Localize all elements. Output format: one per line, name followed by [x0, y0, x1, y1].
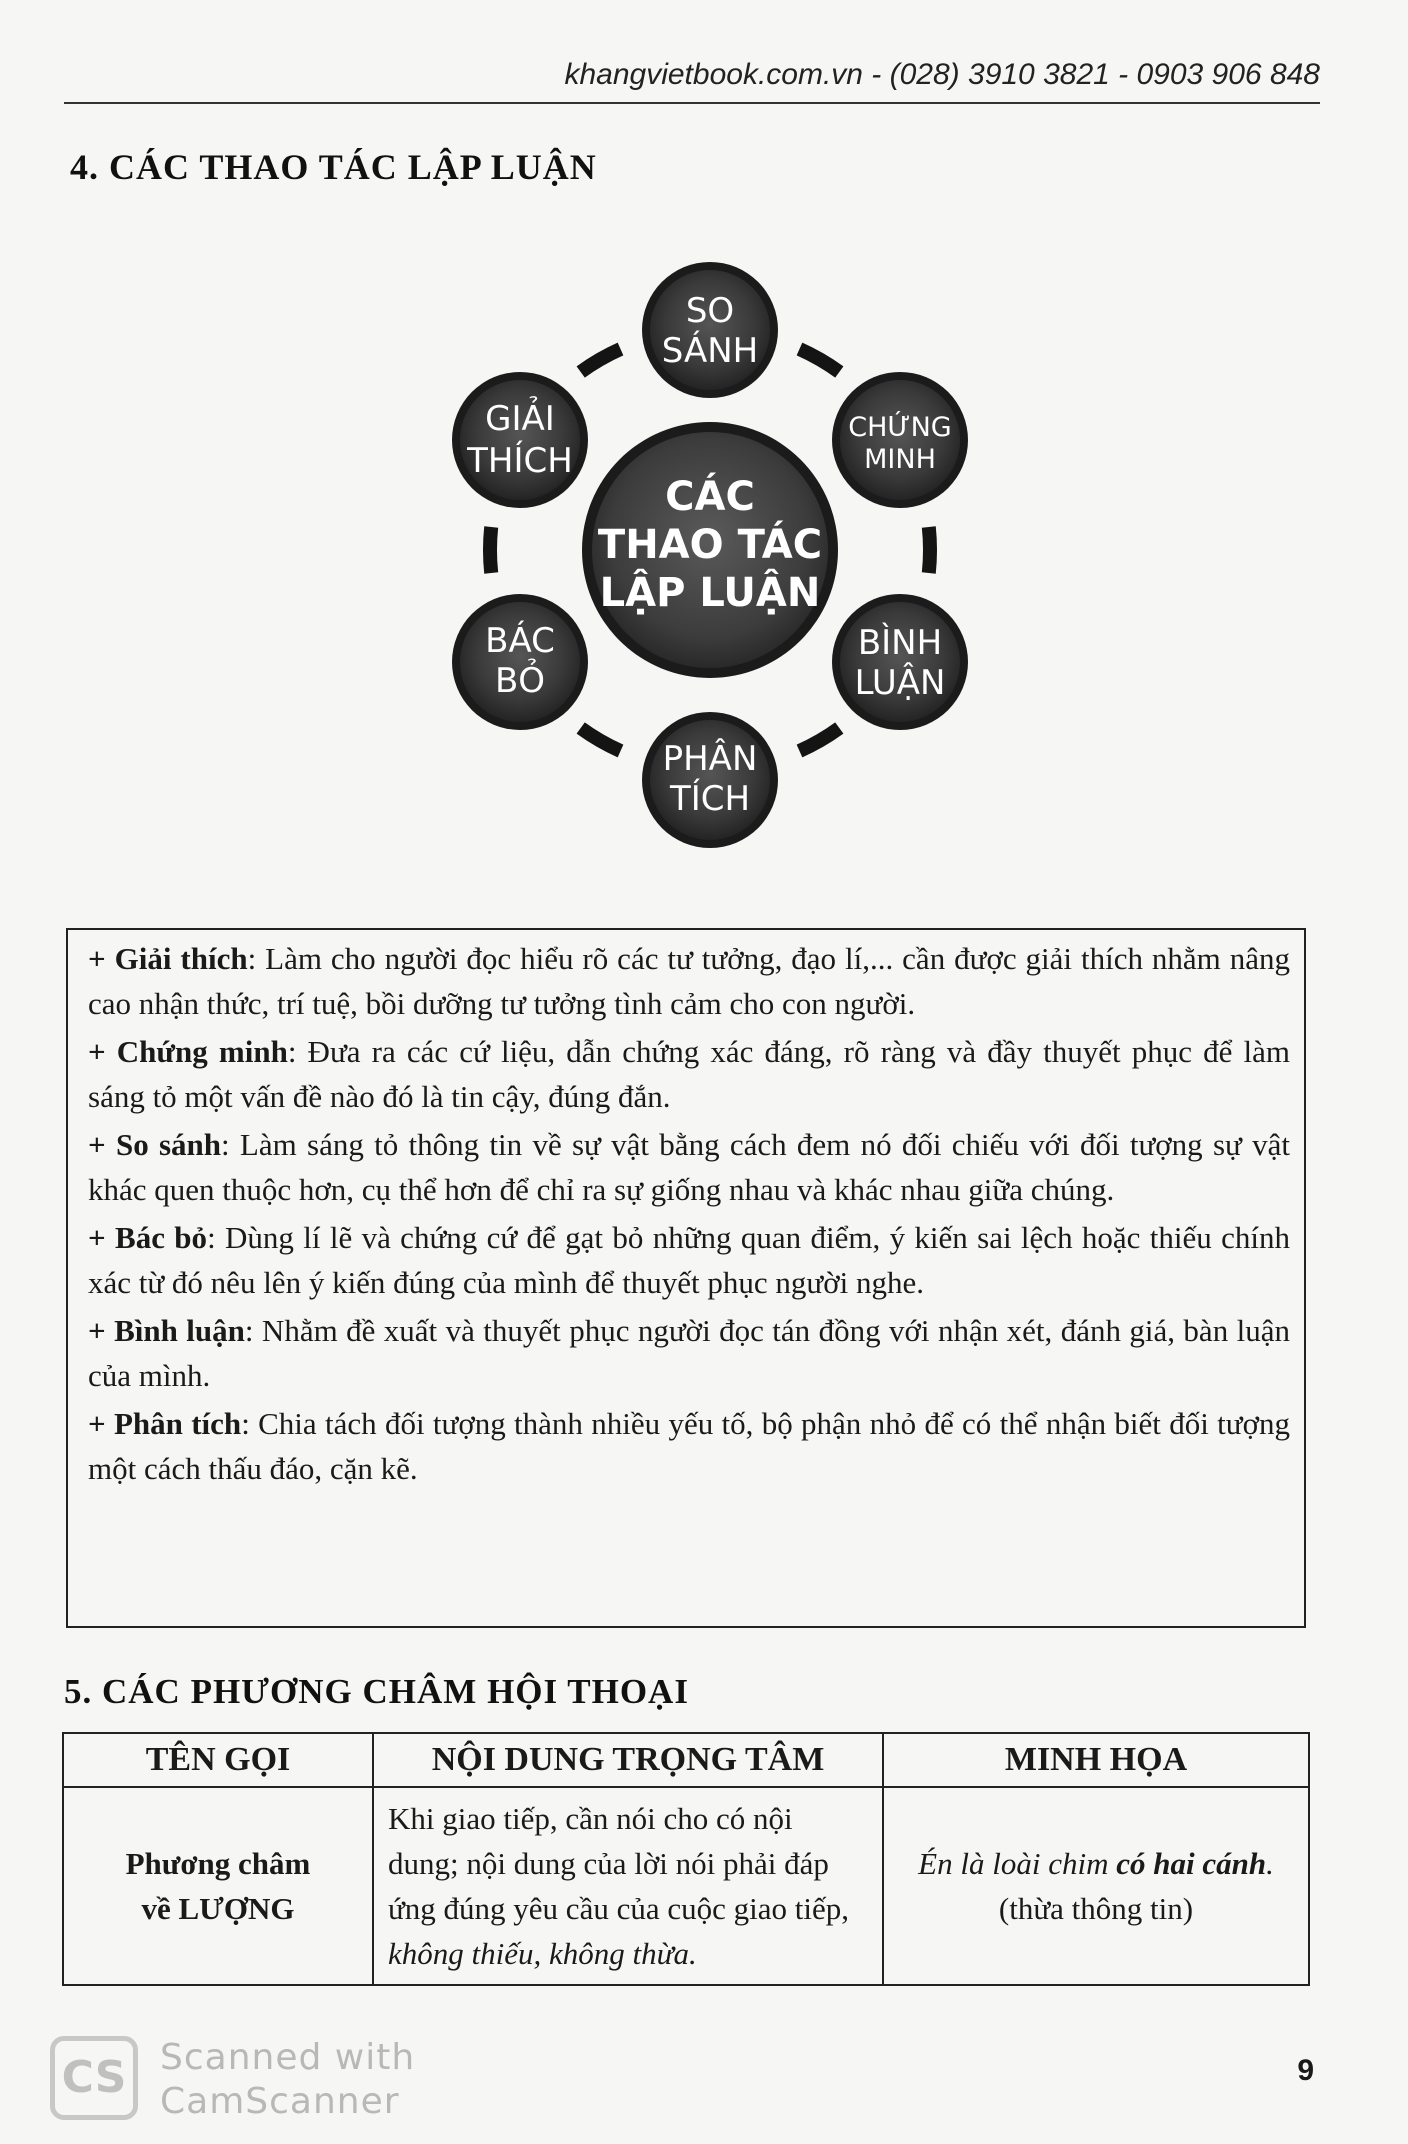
node-giai-thich — [452, 372, 588, 508]
maxim-name-line1: Phương châm — [125, 1846, 311, 1881]
header-name: TÊN GỌI — [63, 1733, 373, 1787]
section-4-title: 4. CÁC THAO TÁC LẬP LUẬN — [70, 147, 597, 187]
node-giai-thich-line1: GIẢI — [485, 399, 555, 439]
table-header-row — [63, 1733, 1309, 1787]
node-bac-bo-line2: BỎ — [494, 661, 546, 701]
camscanner-line2: CamScanner — [160, 2081, 400, 2122]
table-row — [63, 1787, 1309, 1985]
definition-term: + So sánh — [88, 1127, 222, 1162]
definition-text: : Làm sáng tỏ thông tin về sự vật bằng cách đem nó đối chiếu với đối tượng sự vật khác quen thuộc hơn, cụ thể hơn để chỉ ra sự giống nhau và khác nhau giữa chúng. — [88, 1127, 1290, 1207]
connector-arc — [581, 728, 621, 751]
definition-text: : Nhằm đề xuất và thuyết phục người đọc tán đồng với nhận xét, đánh giá, bàn luận của mình. — [88, 1313, 1290, 1393]
definition-term: + Bác bỏ — [88, 1220, 208, 1255]
node-binh-luan-line2: LUẬN — [854, 663, 946, 703]
node-chung-minh-line1: CHỨNG — [848, 412, 952, 443]
node-chung-minh — [832, 372, 968, 508]
definition-text: : Đưa ra các cứ liệu, dẫn chứng xác đáng, rõ ràng và đầy thuyết phục để làm sáng tỏ một vấn đề nào đó là tin cậy, đúng đắn. — [88, 1034, 1290, 1114]
connector-arc — [799, 728, 839, 751]
node-phan-tich — [642, 712, 778, 848]
node-chung-minh-line2: MINH — [864, 444, 936, 475]
section-5-title: 5. CÁC PHƯƠNG CHÂM HỘI THOẠI — [64, 1672, 689, 1711]
maxim-example-cell — [883, 1787, 1309, 1985]
definition-item — [88, 1215, 1290, 1305]
definition-term: + Bình luận — [88, 1313, 245, 1348]
maxim-name-line2: về LƯỢNG — [141, 1891, 295, 1926]
definition-term: + Giải thích — [88, 941, 248, 976]
node-phan-tich-line1: PHÂN — [662, 739, 758, 779]
center-node — [582, 422, 838, 678]
header-divider — [64, 102, 1320, 104]
node-binh-luan-line1: BÌNH — [857, 623, 943, 663]
node-so-sanh — [642, 262, 778, 398]
maxim-content-text: Khi giao tiếp, cần nói cho có nội dung; nội dung của lời nói phải đáp ứng đúng yêu cầu của cuộc giao tiếp, — [388, 1801, 849, 1926]
header-content: NỘI DUNG TRỌNG TÂM — [373, 1733, 883, 1787]
argumentation-diagram — [380, 230, 1040, 870]
maxim-example-text: Én là loài chim — [918, 1846, 1117, 1881]
camscanner-watermark — [160, 2036, 415, 2124]
node-phan-tich-line2: TÍCH — [669, 779, 751, 819]
definition-item — [88, 1308, 1290, 1398]
definition-item — [88, 1122, 1290, 1212]
maxim-example-end: . — [1266, 1846, 1274, 1881]
camscanner-logo: CS — [50, 2036, 138, 2120]
node-bac-bo — [452, 594, 588, 730]
connector-arc — [929, 527, 930, 573]
connector-arc — [799, 349, 839, 372]
center-label-line2: THAO TÁC — [597, 522, 823, 568]
camscanner-line1: Scanned with — [160, 2037, 416, 2078]
header-example: MINH HỌA — [883, 1733, 1309, 1787]
node-binh-luan — [832, 594, 968, 730]
node-bac-bo-line1: BÁC — [485, 621, 555, 661]
center-label-line3: LẬP LUẬN — [599, 570, 821, 616]
definition-term: + Phân tích — [88, 1406, 242, 1441]
maxim-content-end: . — [689, 1936, 697, 1971]
definition-text: : Dùng lí lẽ và chứng cứ để gạt bỏ những quan điểm, ý kiến sai lệch hoặc thiếu chính xác từ đó nêu lên ý kiến đúng của mình để thuyết phục người nghe. — [88, 1220, 1290, 1300]
maxims-table — [62, 1732, 1310, 1986]
page-number: 9 — [1297, 2054, 1314, 2087]
definition-item — [88, 936, 1290, 1026]
definition-item — [88, 1029, 1290, 1119]
maxim-example-note: (thừa thông tin) — [998, 1891, 1194, 1926]
maxim-content-emphasis: không thiếu, không thừa — [388, 1936, 690, 1971]
definition-item — [88, 1401, 1290, 1491]
maxim-example-emphasis: có hai cánh — [1116, 1846, 1267, 1881]
node-so-sanh-line1: SO — [685, 291, 735, 331]
definition-term: + Chứng minh — [88, 1034, 288, 1069]
center-label-line1: CÁC — [665, 474, 755, 520]
header-contact: khangvietbook.com.vn - (028) 3910 3821 - 0903 906 848 — [564, 58, 1320, 91]
maxim-name-cell — [63, 1787, 373, 1985]
node-giai-thich-line2: THÍCH — [467, 441, 573, 481]
node-so-sanh-line2: SÁNH — [661, 331, 759, 371]
connector-arc — [490, 527, 491, 573]
definitions-box — [66, 928, 1306, 1628]
maxim-content-cell — [373, 1787, 883, 1985]
definition-text: : Làm cho người đọc hiểu rõ các tư tưởng, đạo lí,... cần được giải thích nhằm nâng cao nhận thức, trí tuệ, bồi dưỡng tư tưởng tình cảm cho con người. — [88, 941, 1290, 1021]
connector-arc — [581, 349, 621, 372]
definition-text: : Chia tách đối tượng thành nhiều yếu tố, bộ phận nhỏ để có thể nhận biết đối tượng một cách thấu đáo, cặn kẽ. — [88, 1406, 1290, 1486]
